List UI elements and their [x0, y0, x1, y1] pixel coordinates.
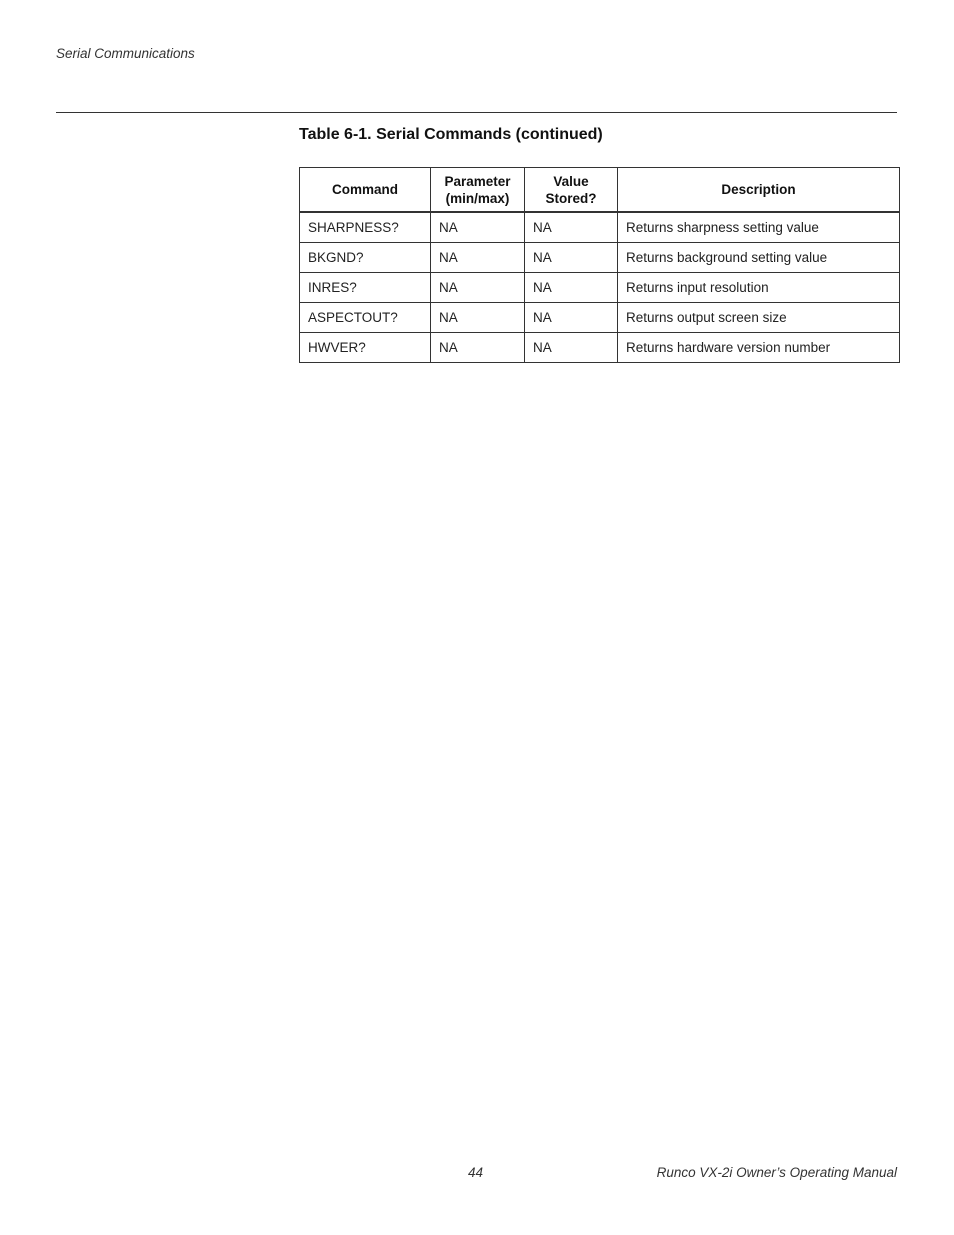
table-row — [300, 273, 900, 303]
serial-commands-table — [299, 167, 900, 363]
command-cell: SHARPNESS? — [300, 212, 431, 243]
value-stored-cell: NA — [525, 243, 618, 273]
column-header-line: Parameter — [444, 173, 511, 189]
value-stored-cell: NA — [525, 212, 618, 243]
column-header-value-stored — [525, 168, 618, 213]
parameter-cell: NA — [431, 212, 525, 243]
parameter-cell: NA — [431, 243, 525, 273]
header-divider — [56, 112, 897, 113]
description-cell: Returns background setting value — [618, 243, 900, 273]
description-cell: Returns hardware version number — [618, 333, 900, 363]
manual-title: Runco VX-2i Owner’s Operating Manual — [656, 1165, 897, 1180]
command-cell: BKGND? — [300, 243, 431, 273]
column-header-line: Stored? — [545, 190, 597, 206]
column-header-line: Command — [331, 182, 398, 197]
table-row — [300, 333, 900, 363]
table-caption: Table 6-1. Serial Commands (continued) — [299, 126, 603, 143]
column-header-description — [618, 168, 900, 213]
description-cell: Returns sharpness setting value — [618, 212, 900, 243]
column-header-line: Value — [553, 173, 589, 189]
column-header-parameter — [431, 168, 525, 213]
table-row — [300, 303, 900, 333]
table-header-row — [300, 168, 900, 213]
parameter-cell: NA — [431, 303, 525, 333]
description-cell: Returns output screen size — [618, 303, 900, 333]
command-cell: INRES? — [300, 273, 431, 303]
running-header: Serial Communications — [56, 46, 195, 61]
table-row — [300, 212, 900, 243]
column-header-line: (min/max) — [445, 190, 510, 206]
value-stored-cell: NA — [525, 273, 618, 303]
page-number: 44 — [468, 1165, 484, 1180]
value-stored-cell: NA — [525, 333, 618, 363]
parameter-cell: NA — [431, 273, 525, 303]
column-header-command — [300, 168, 431, 213]
description-cell: Returns input resolution — [618, 273, 900, 303]
column-header-line: Description — [721, 182, 796, 197]
command-cell: ASPECTOUT? — [300, 303, 431, 333]
parameter-cell: NA — [431, 333, 525, 363]
value-stored-cell: NA — [525, 303, 618, 333]
command-cell: HWVER? — [300, 333, 431, 363]
table-row — [300, 243, 900, 273]
